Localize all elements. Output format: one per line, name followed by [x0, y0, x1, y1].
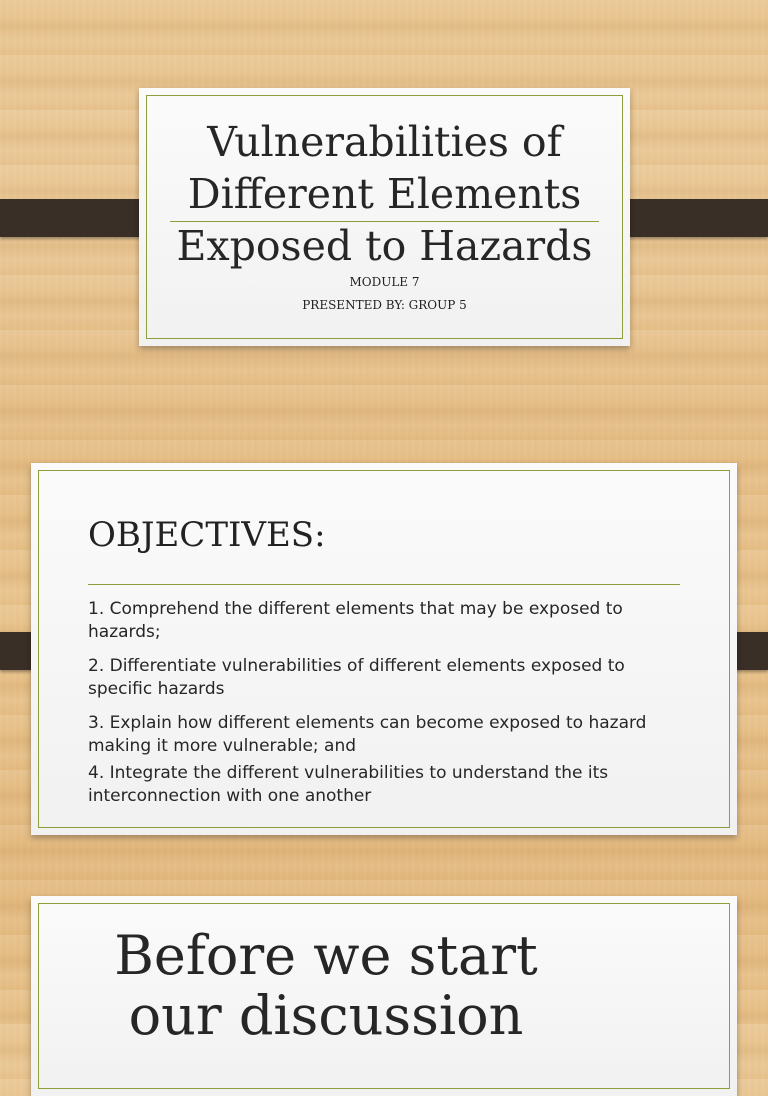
intro-heading: [31, 926, 621, 1046]
objective-item: 3. Explain how different elements can become exposed to hazard making it more vulnerable; and: [88, 713, 647, 756]
binder-strap-left: [0, 199, 156, 237]
intro-line: our discussion: [128, 984, 524, 1047]
heading-divider: [88, 584, 680, 585]
slide-objectives[interactable]: [31, 463, 737, 835]
objective-item: 1. Comprehend the different elements that may be exposed to hazards;: [88, 599, 623, 642]
slide-title-heading: [139, 116, 630, 272]
binder-strap-right: [613, 199, 768, 237]
module-label: MODULE 7: [349, 275, 420, 289]
intro-line: Before we start: [114, 924, 538, 987]
objectives-heading: OBJECTIVES:: [88, 515, 326, 555]
slide-title[interactable]: [139, 88, 630, 346]
objective-item: 2. Differentiate vulnerabilities of different elements exposed to specific hazards: [88, 656, 625, 699]
title-line: Different Elements: [187, 170, 582, 218]
objective-item: 4. Integrate the different vulnerabilities to understand the its interconnection with one another: [88, 763, 609, 806]
title-line: Exposed to Hazards: [176, 222, 593, 270]
slide-intro[interactable]: [31, 896, 737, 1096]
title-line: Vulnerabilities of: [207, 118, 562, 166]
presenter-label: PRESENTED BY: GROUP 5: [302, 298, 467, 312]
title-divider: [170, 221, 599, 222]
